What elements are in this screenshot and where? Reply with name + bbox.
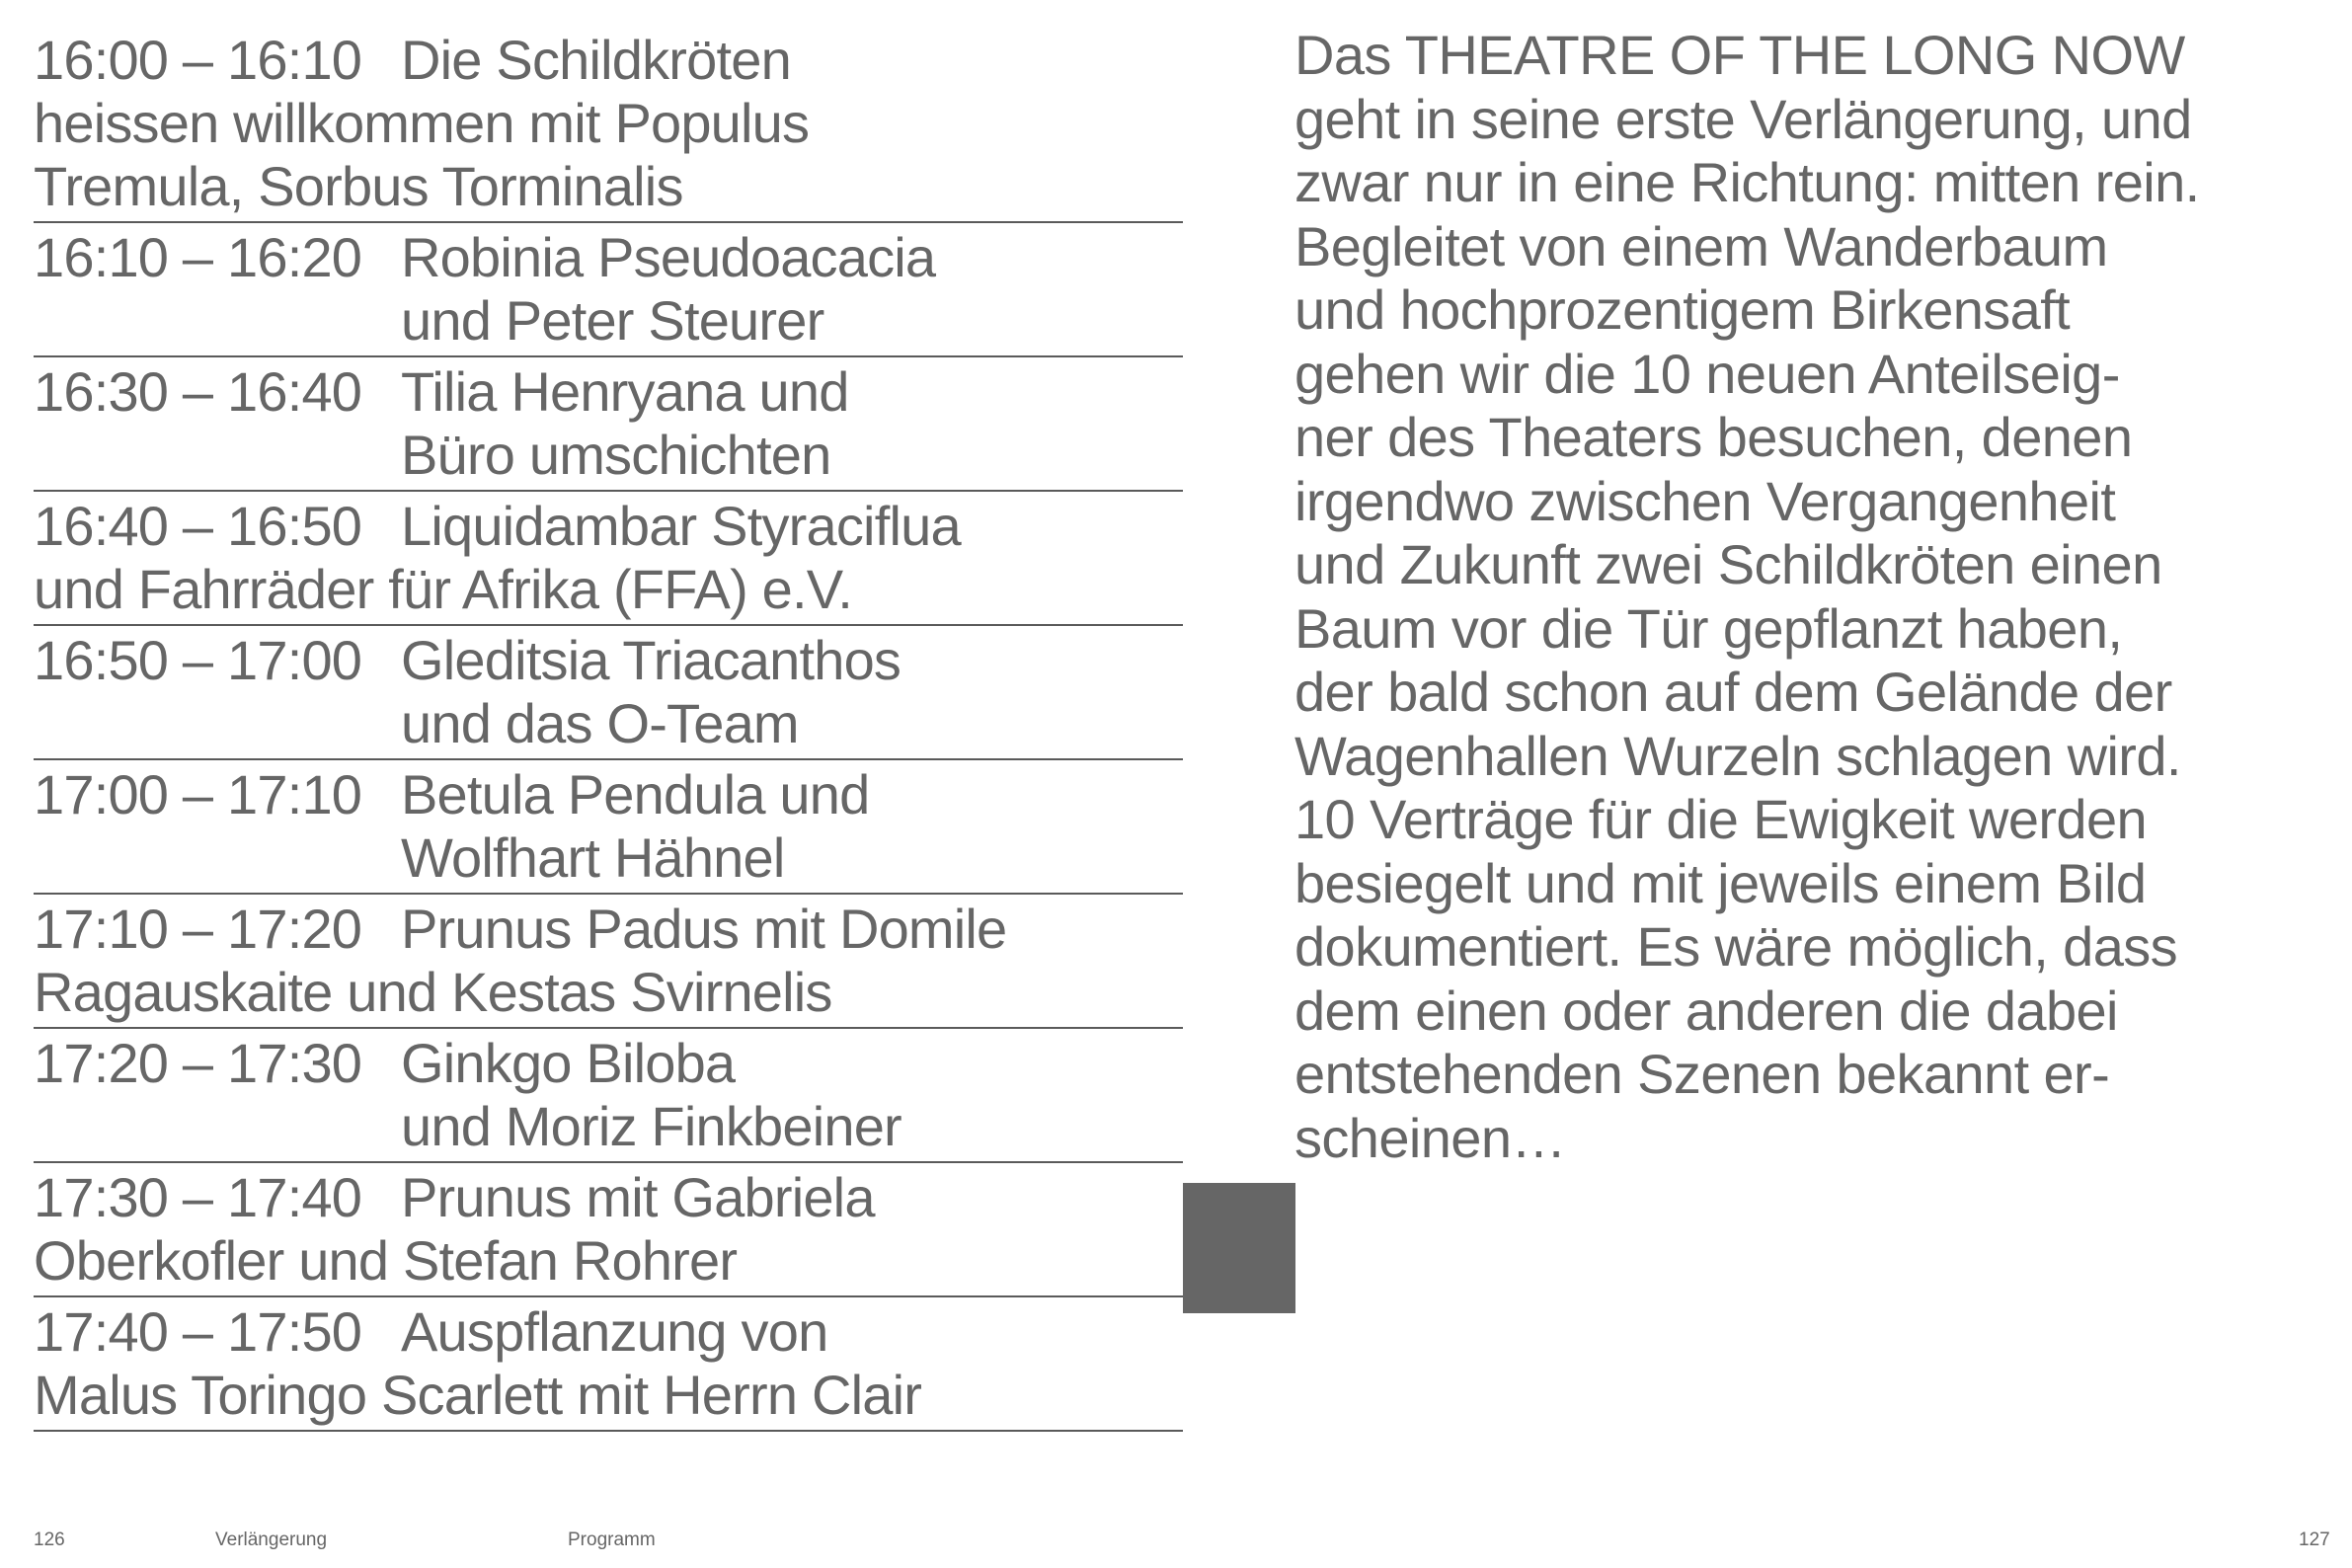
entry-title-line2: Büro umschichten: [401, 424, 831, 486]
page-number-left: 126: [34, 1529, 65, 1550]
schedule-entry: [34, 760, 1183, 895]
gray-block: [1183, 1183, 1295, 1313]
schedule-entry: [34, 1163, 1183, 1297]
schedule-list: [34, 26, 1183, 1432]
entry-time: 17:30 – 17:40: [34, 1166, 362, 1228]
paragraph-line: dem einen oder anderen die dabei: [1294, 979, 2118, 1042]
paragraph-line: 10 Verträge für die Ewigkeit werden: [1294, 788, 2148, 850]
entry-title-line1: Tilia Henryana und: [401, 360, 849, 423]
paragraph-line: der bald schon auf dem Gelände der: [1294, 661, 2172, 723]
paragraph-line: irgendwo zwischen Vergangenheit: [1294, 469, 2116, 532]
intro-paragraph: [1294, 24, 2331, 1170]
entry-time: 16:10 – 16:20: [34, 226, 362, 288]
footer-chapter: Programm: [568, 1529, 656, 1550]
schedule-entry: [34, 895, 1183, 1029]
paragraph-line: dokumentiert. Es wäre möglich, dass: [1294, 915, 2178, 978]
paragraph-line: geht in seine erste Verlängerung, und: [1294, 87, 2192, 150]
entry-title-line2: heissen willkommen mit Populus: [34, 92, 810, 154]
paragraph-line: gehen wir die 10 neuen Anteilseig-: [1294, 342, 2120, 405]
entry-time: 17:00 – 17:10: [34, 763, 362, 825]
paragraph-line: Wagenhallen Wurzeln schlagen wird.: [1294, 724, 2181, 787]
paragraph-line: entstehenden Szenen bekannt er-: [1294, 1043, 2110, 1105]
entry-title-line2: Malus Toringo Scarlett mit Herrn Clair: [34, 1364, 922, 1426]
paragraph-line: zwar nur in eine Richtung: mitten rein.: [1294, 151, 2200, 213]
entry-title-line2: und das O-Team: [401, 692, 799, 754]
entry-title-line1: Auspflanzung von: [401, 1300, 828, 1363]
paragraph-line: Baum vor die Tür gepflanzt haben,: [1294, 596, 2123, 660]
schedule-entry: [34, 1297, 1183, 1432]
paragraph-line: und hochprozentigem Birkensaft: [1294, 278, 2071, 341]
entry-title-line2: Wolfhart Hähnel: [401, 826, 785, 889]
entry-title-line1: Robinia Pseudoacacia: [401, 226, 936, 288]
schedule-entry: [34, 357, 1183, 492]
entry-title-line1: Liquidambar Styraciflua: [401, 495, 961, 557]
entry-time: 16:50 – 17:00: [34, 629, 362, 691]
paragraph-line: scheinen…: [1294, 1106, 1566, 1169]
entry-title-line2: und Moriz Finkbeiner: [401, 1095, 902, 1157]
footer-section: Verlängerung: [215, 1529, 328, 1550]
entry-title-line2: und Peter Steurer: [401, 289, 824, 352]
paragraph-line: besiegelt und mit jeweils einem Bild: [1294, 851, 2147, 914]
entry-title-line1: Ginkgo Biloba: [401, 1032, 736, 1094]
entry-title-line1: Betula Pendula und: [401, 763, 870, 825]
schedule-entry: [34, 492, 1183, 626]
schedule-entry: [34, 26, 1183, 223]
entry-time: 17:20 – 17:30: [34, 1032, 362, 1094]
entry-title-line2: Ragauskaite und Kestas Svirnelis: [34, 961, 832, 1023]
entry-time: 16:40 – 16:50: [34, 495, 362, 557]
paragraph-line: ner des Theaters besuchen, denen: [1294, 406, 2133, 468]
page-number-right: 127: [2299, 1529, 2330, 1550]
entry-title-line1: Die Schildkröten: [401, 29, 791, 91]
entry-time: 16:00 – 16:10: [34, 29, 362, 91]
paragraph-line: Begleitet von einem Wanderbaum: [1294, 214, 2108, 277]
entry-title-line1: Gleditsia Triacanthos: [401, 629, 902, 691]
schedule-entry: [34, 1029, 1183, 1163]
entry-title-line1: Prunus Padus mit Domile: [401, 898, 1007, 960]
entry-title-line3: Tremula, Sorbus Torminalis: [34, 155, 683, 217]
entry-time: 16:30 – 16:40: [34, 360, 362, 423]
entry-time: 17:40 – 17:50: [34, 1300, 362, 1363]
entry-title-line2: Oberkofler und Stefan Rohrer: [34, 1229, 738, 1292]
paragraph-line: und Zukunft zwei Schildkröten einen: [1294, 533, 2162, 595]
schedule-entry: [34, 626, 1183, 760]
schedule-entry: [34, 223, 1183, 357]
entry-title-line1: Prunus mit Gabriela: [401, 1166, 875, 1228]
paragraph-line: Das THEATRE OF THE LONG NOW: [1294, 24, 2185, 86]
entry-time: 17:10 – 17:20: [34, 898, 362, 960]
entry-title-line2: und Fahrräder für Afrika (FFA) e.V.: [34, 558, 852, 620]
